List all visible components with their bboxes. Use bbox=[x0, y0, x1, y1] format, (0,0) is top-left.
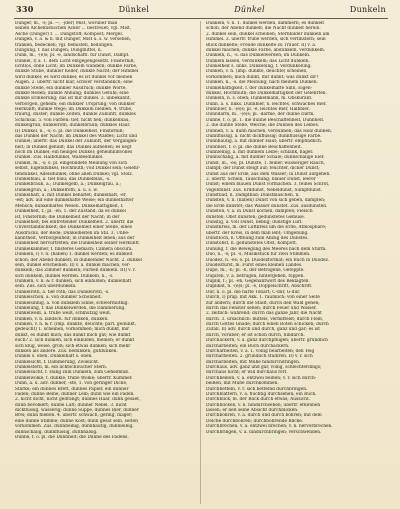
right-column-line: Dunstkreis, m. der Luftkreis um die Erde, Atmosphäre; bbox=[206, 225, 327, 231]
left-column-line: dickflüssig, wässerig; dünne Suppe, dünnes Bier, dünner bbox=[15, 408, 139, 413]
right-column-line: Dünnschalig, a. mit dünner Schale; dünnschalige Eier. bbox=[206, 155, 325, 161]
left-column-line: Dunk, m., -(e)s; pl. -e, landschaftl. für Dunst, Dampf. bbox=[15, 53, 130, 59]
right-column-line: Dur, n. o. pl. die harte Tonart; C-dur, G-dur. bbox=[206, 289, 301, 295]
left-column-line: Dunkelsucht, f. Hang zum Dunkeln, zum Geheimniß. bbox=[15, 370, 130, 376]
right-column-line: Dupiren, v. a. betrügen, hintergehen, foppen. bbox=[206, 273, 305, 279]
right-column-line: durch. 3. ursächlich: mittels, vermittelst; durch Fleiß, bbox=[206, 316, 324, 322]
left-column-line: Dunkelheit hervortreten; die Dunkelheit seiner Herkunft. bbox=[15, 241, 141, 247]
right-column-line: Dünung, f. die Bewegung des Meeres nach dem Sturm. bbox=[206, 246, 327, 252]
left-column-line: Dunkelung, f. das Dunkelwerden, die Dämmerung. bbox=[15, 305, 126, 311]
right-column-line: Dunkelheit s. links. Dunkelung, f. Verdunkelung. bbox=[206, 64, 312, 69]
left-column-line: selbst, Eigendünkel, Hochmuth; voll Dünkel sein; Gelehr- bbox=[15, 166, 141, 172]
left-column-line: dünn bevölkert; dünne Luft; dünner Nebel. 3. nicht bbox=[15, 402, 127, 408]
left-column-line: dunkle Reden; dunkle Ahnung; dunkles Gefühl; eine bbox=[15, 90, 129, 96]
left-column-line: traurig, düster; dunkle Zeiten, dunkle Zukunft, dunkles bbox=[15, 112, 136, 118]
left-column-line: Dunkelschön, a. von dunkler Schönheit. bbox=[15, 295, 102, 301]
right-column-line: Durch, I) präp. mit Akk. 1. räumlich: von einer Seite bbox=[206, 295, 320, 301]
left-column-line: Stärke; ein dünnes Brett, dünnes Papier, ein dünner bbox=[15, 386, 129, 392]
right-column-line: Durchblick, m. der Blick durch etwas; Aussicht. bbox=[206, 397, 311, 403]
right-column-line: Dünnflüssig, a. nicht dickflüssig; dünnflüssige Farbe. bbox=[206, 133, 322, 139]
header-rule bbox=[14, 18, 388, 19]
left-column-line: heit; in Dunkel gehüllt; das Dunkel aufhellen; es liegt bbox=[15, 144, 132, 150]
right-column-line: durch das Fenster sehen; durch Feuer und Wasser. bbox=[206, 305, 317, 311]
left-column-line: Dunkel, I) a. 1. dem Licht entgegengesetzt, Finsterniß, bbox=[15, 58, 135, 64]
right-column-line: Dunsten, v. n. (haben) Dunst von sich geben, dampfen; bbox=[206, 198, 326, 204]
right-column-line: Durcharbeiten, v. a. 1. völlig bearbeiten; den Teig bbox=[206, 348, 315, 354]
left-column-line: dunkle Erinnerung; das ist mir dunkel. 3. unbekannt, bbox=[15, 96, 132, 102]
left-column-line: kanntheit, Verborgenheit; in Dunkelheit leben; aus der bbox=[15, 236, 135, 241]
right-column-line: Dünken, v. n. (imp. dünkte, deuchte) scheinen, bbox=[206, 69, 308, 75]
right-column-line: Dunst; einem blauen Dunst vormachen. 3. feines Schrot, bbox=[206, 182, 330, 188]
right-column-line: Dünkelhaftigkeit, f. der dünkelhafte Sinn, Eigen- bbox=[206, 85, 313, 91]
right-column-line: Durchbrechen, v. a. entzwei brechen; v. n. hervorbrechen. bbox=[206, 424, 333, 430]
left-column-line: Schicksal. 5. von Farben: tief, nicht hell; dunkelblau, bbox=[15, 117, 130, 123]
left-column-line: Mensch; dünkelhaftes Wesen. Dünkelhaftigkeit, f. bbox=[15, 203, 124, 209]
right-column-line: Dünne, f. o. pl. 1. die dünne Beschaffenheit, Dünnheit. bbox=[206, 117, 325, 123]
right-column-line: Dunstloch, n. Öffnung zum Abzug des Dunstes. bbox=[206, 236, 309, 241]
right-column-line: Zufall. II) adv. durch und durch, ganz und gar; es ist bbox=[206, 327, 320, 333]
page-number: 330 bbox=[16, 4, 34, 14]
left-column-line: sein, dunkel erscheinen. II) v. a. dunkel machen, ver- bbox=[15, 262, 131, 268]
right-column-line: Dünnleibig, a. mit dünnem Leibe; schlank, hager. bbox=[206, 150, 314, 155]
left-column-line: Dunkel. Zus. Halbdunkel, Waldesdunkel. bbox=[15, 155, 104, 161]
right-column-line: Dupe, m., -n; pl. -n, der Betrogene, Gefoppte. bbox=[206, 268, 305, 274]
right-column-line: Dünnheit, f. o. pl. die dünne Beschaffenheit. bbox=[206, 144, 302, 150]
right-column-line: die Erde dunstet; das Wasser dunstet. Zus. ausdunsten. bbox=[206, 203, 328, 209]
right-column-line: 2. zeitlich: während; durch das ganze Jahr, die Nacht bbox=[206, 311, 322, 317]
right-column-line: 2. übertr. Schein, Täuschung; blauer Dunst, leerer bbox=[206, 176, 316, 182]
right-column-line: Duo, n., -s; pl. -s, Musikstück für zwei Stimmen. bbox=[206, 252, 311, 258]
left-column-line: gedeucht) 1. scheinen, vorkommen; mich dünkt, mir bbox=[15, 327, 130, 333]
column-divider bbox=[200, 21, 201, 504]
right-column-line: durcharbeiten; ein Buch durchackern. bbox=[206, 343, 290, 349]
right-column-line: durch Gottes Gnade; durch einen Boten schicken; durch bbox=[206, 322, 329, 327]
right-column-line: Durchbringen, v. a. hindurchbringen; verschwenden. bbox=[206, 429, 322, 435]
left-column-line: Asche (Dünger) f. ... Dungstoff; Kompost; Mergel. bbox=[15, 31, 124, 37]
left-column-line: Dunkelheit; bei eintretender Dunkelheit. 2. übertr. die bbox=[15, 219, 134, 225]
right-column-line: Dünnen, v. a. dünn machen, verdünnen; das Holz dünnen. bbox=[206, 128, 333, 134]
left-column-line: wird dunkel; es wird dunkel; es ist dunkel vor meinen bbox=[15, 74, 133, 80]
left-column-line: Ausdrucks, der Rede; Dunkelheiten im Stil. 3. Unbe- bbox=[15, 230, 130, 236]
right-column-line: Vogeldunst. Zus. Erddunst, Nebeldunst, Sumpfdunst. bbox=[206, 187, 323, 193]
left-column-line: Dunkelsicht, f. Dämmerung, Zwielicht. bbox=[15, 359, 100, 365]
right-column-line: zur andern; durch die Stadt, durch den Wald gehen; bbox=[206, 300, 320, 306]
right-column-line: Duodezfürst, m. Fürst eines kleinen Landes. bbox=[206, 262, 303, 268]
right-column-line: Dunkeln lassen, verdunkeln; das Licht dunkeln. bbox=[206, 58, 310, 64]
right-column-line: Duplik, f.; pl. -en, Gegenantwort des Beklagten. bbox=[206, 279, 310, 284]
left-column-line: -est; adv. auf eine dünkelhafte Weise; ein dünkelhafter bbox=[15, 198, 134, 204]
center-headword: Dünkel bbox=[234, 5, 265, 14]
left-column-line: dünnschalig, dünnflüssig, dünnhalsig. bbox=[15, 429, 98, 435]
left-column-line: Dünne, f. o. pl. die Dünnheit; die Dünne des Fadens. bbox=[15, 434, 129, 440]
right-column-line: Dunstig, a. voll Dunst, neblig; dunstige Luft. bbox=[206, 219, 303, 225]
left-column-line: Dunkelbraun, a.; Dunkelgelb, a.; Dunkelgrau, a.; bbox=[15, 182, 122, 188]
left-column-line: dünken als andere. Zus. bedünken, gutdünken. bbox=[15, 348, 118, 354]
right-column-line: Durchackern, v. a. ganz durchpflügen; übertr. gründlich bbox=[206, 338, 328, 344]
left-column-line: Dunkelweiß, a. trübe weiß, schmutzig weiß. bbox=[15, 311, 111, 317]
right-column-line: Blick dunkelte; Freude dunkelte zu Trauer. II) v. a. bbox=[206, 42, 317, 48]
left-column-line: Düngung, f. das Düngen; Düngmittel, n. bbox=[15, 47, 103, 53]
left-column-line: Augen. 2. übertr. nicht klar, schwer verständlich; eine bbox=[15, 80, 133, 86]
right-column-line: beißen, mit Mühe durchkommen. bbox=[206, 381, 279, 387]
right-column-line: Dünn, a. s. links. Dünnbier, n. leichtes, schwaches Bier. bbox=[206, 101, 327, 107]
left-column-line: Dunkelwolke, f. dunkle, trübe Wolke; übertr. Kummer. bbox=[15, 375, 133, 381]
right-column-line: Dünken, n., -s. die Meinung; nach meinem Dünken. bbox=[206, 80, 318, 86]
left-column-line: tränken, bedecken; vgl. bemisten, bedüngen. bbox=[15, 42, 114, 48]
right-column-line: Durchbetteln, v. r. sich bettelnd durchbringen. bbox=[206, 386, 308, 392]
right-column-line: lassen; er ließ seine Absicht durchblicken. bbox=[206, 408, 299, 413]
left-column-line: Dunkeln, I) v. n. (haben) 1. dunkel werden; es dunkelt bbox=[15, 252, 133, 258]
right-column-line: vorkommen; mich dünkt, mir dünkt; was dünkt dir? bbox=[206, 74, 319, 80]
right-column-line: Dunkeln, n., -s. das Dunkelwerden; im Dunkeln. bbox=[206, 53, 311, 59]
left-column-line: noch im Dunkel; ein heiliges Dunkel; geheimnißvolles bbox=[15, 150, 133, 155]
right-column-line: Himmel. 3. übertr. trübe werden, sich verfinstern; sein bbox=[206, 37, 326, 43]
left-column-line: Düngen, v. a. & n. mit Dünger, Mist u. s. w. versehen, bbox=[15, 37, 132, 43]
left-column-line: Herkunft; dunkle Wege; im Dunkeln bleiben. 4. trübe, bbox=[15, 107, 133, 112]
right-column-line: Durchblicken, v. n. hindurchsehen; übertr. erkennen bbox=[206, 402, 321, 408]
right-column-line: Duodez, n. -es; o. pl. Duodezformat; ein Buch in Duodez. bbox=[206, 257, 330, 263]
left-column-line: Faden; dünne Beine, dünner Leib; dünn wie ein Faden. bbox=[15, 391, 135, 397]
right-column-line: Dunkeln, n. s. oben; Dunkelmann, m. Obskurant. bbox=[206, 96, 313, 102]
right-column-line: Dunstbad, n. Dampfbad; Dunstbläschen, n. bbox=[206, 193, 300, 198]
right-column-line: Dunstobst, n. gedünstetes Obst, Kompott. bbox=[206, 241, 298, 247]
left-column-line: dunkle Stelle, ein dunkler Ausdruck; dunkle Worte, bbox=[15, 85, 127, 91]
left-column-line: Dünkel, m., -s; o. pl. eingebildete Meinung von sich bbox=[15, 160, 128, 166]
left-column-line: Dunken, v. n. landsch. für dunken, dünken. bbox=[15, 316, 109, 322]
left-column-line: seinen Alchemistischen Acker ... bestreuet; vgl. Mist, bbox=[15, 26, 132, 32]
running-header bbox=[16, 4, 386, 18]
left-column-line: II) Dunkel, n., -s; o. pl. die Dunkelheit, Finsterniß; bbox=[15, 128, 124, 134]
left-column-line: verborgen, geheim; ein dunkler Ursprung; von dunkler bbox=[15, 101, 136, 107]
left-column-line: Dunkel; übertr. das Dunkel der Zukunft, der Vergangen- bbox=[15, 139, 138, 145]
left-column-line: dunkelgrün, dunkelroth, dunkelbraun; dunkles Haar. bbox=[15, 123, 131, 129]
right-column-line: Dolche durchbohren; durchbohrende Blicke. bbox=[206, 418, 304, 424]
left-column-line: Dünkeln, v. n. & r. dünken, sich einbilden; dünkelhaft bbox=[15, 279, 132, 284]
left-column-line: Dunkelkammer, f. finsteres Gemach; Camera obscura. bbox=[15, 246, 133, 252]
left-column-line: ist, Finsterniß; die Dunkelheit der Nacht; in der bbox=[15, 214, 120, 220]
right-column bbox=[206, 21, 387, 504]
right-column-line: Dampf; der Dunst steigt auf; feuchter, dicker Dunst; bbox=[206, 166, 320, 172]
right-column-line: Duplikat, n. -(e)s; pl. -e, Doppelschrift, Abschrift. bbox=[206, 284, 313, 290]
right-column-line: durcharbeiten, mit Mühe hindurchdringen. bbox=[206, 359, 301, 365]
left-column-line: 2. nicht dicht, nicht gedrängt; dünnes Haar, dünn gesäet, bbox=[15, 397, 141, 403]
right-column-line: Dünndarm, m., -(e)s; pl. -därme, der dünne Darm. bbox=[206, 112, 315, 118]
right-column-line: dünsten, Obst dünsten; gedünstetes Gemüse. bbox=[206, 214, 305, 220]
right-column-line: Dunst, m., -es; pl. Dünste, 1. feiner, wässeriger Rauch, bbox=[206, 160, 326, 166]
left-column-line: Dunkelgrün, a.; Dunkelroth, a. u. s. w. bbox=[15, 187, 98, 193]
left-column-line: Dunkelroth, a. tief roth; das Dunkelroth, -s. bbox=[15, 289, 110, 295]
left-column-line: Dünn, a. u. adv. dünner, -ste, 1. von geringer Dicke, bbox=[15, 381, 128, 387]
left-column-line: Dunkelblau, a. tief blau; das Dunkelblau, -s. bbox=[15, 176, 111, 182]
left-column bbox=[15, 21, 196, 504]
right-column-line: durch, vorüber; er ist schon durch, hindurch. bbox=[206, 332, 305, 338]
right-column-line: Durchaus, adv. ganz und gar, völlig, schlechterdings; bbox=[206, 365, 322, 370]
left-column-line: dunkle Stube, dunkler Keller, dunkle Nacht; der Himmel bbox=[15, 69, 139, 75]
left-column-line: dunkeln; das Zimmer dunkeln; Farben dunkeln. III) v. r. bbox=[15, 268, 136, 274]
right-column-line: dünkel, Hochmuth; die Dünkelhaftigkeit der Gelehrten. bbox=[206, 90, 327, 96]
left-headword: Dünkel bbox=[118, 5, 150, 14]
left-column-line: eine dünne Stimme; dünne Kost; dünn gesät sein, selten bbox=[15, 418, 138, 424]
right-column-line: Durchblättern, v. a. flüchtig durchsehen; ein Buch. bbox=[206, 391, 317, 397]
right-column-line: 2. dunkel sein, dunkel scheinen; Sternbilder dunkeln am bbox=[206, 31, 330, 37]
left-column-line: Dünger, m., -s; pl. —, -(der) Mist, worüber man bbox=[15, 21, 118, 26]
left-column-line: sich klug, weise, groß; sich etwas dünken; sich mehr bbox=[15, 343, 131, 349]
right-headword: Dunkeln bbox=[349, 5, 386, 14]
right-column-line: Durchbohren, v. a. durch und durch bohren; mit dem bbox=[206, 413, 322, 419]
left-column-line: tendünkel, Adelsdünkel; ohne allen Dünkel; vgl. Stolz. bbox=[15, 171, 134, 177]
left-column-line: vorkommen. Zus. dünnbeinig, dünnhäutig, dünnleibig, bbox=[15, 424, 134, 430]
right-column-line: Dunkeln, v. n. 1. dunkel werden, dämmern; es dunkelt bbox=[206, 21, 325, 26]
left-column-line: dünkt, es dünkt mich; das dünkt mich gut; wie dünkt bbox=[15, 332, 131, 338]
right-column-line: Dünnbier, n. -(e)s; pl. -e, leichtes Bier, Halbbier. bbox=[206, 107, 310, 112]
left-column-line: Dünkel s. oben. Dunkelhaft s. oben. bbox=[15, 354, 93, 360]
left-column-line: Dunkelhaft, a. mit Dünkel behaftet; dünkelhaft, -er, bbox=[15, 193, 127, 198]
right-column-line: 2. die dünne Stelle, Weiche; die Dünnen des Leibes. bbox=[206, 123, 320, 129]
right-column-line: schon, der Abend dunkelt; die Nacht dunkelt herein. bbox=[206, 26, 321, 32]
right-column-line: Durchbeißen, v. a. entzwei beißen; v. r. sich durch- bbox=[206, 375, 317, 381]
right-column-line: durchaus nicht; er will durchaus fort. bbox=[206, 370, 288, 376]
left-column-line: Unverständlichkeit; die Dunkelheit einer Stelle, eines bbox=[15, 225, 133, 231]
left-column-line: Dunkelheit, f.; pl. -en, 1. der Zustand, da es dunkel bbox=[15, 209, 126, 215]
left-column-line: Dunkelsinnig, a. von dunklem Sinne, schwermüthig. bbox=[15, 300, 129, 306]
left-column-line: sich dunkeln, dunkel werden. Dunkeln, n., -s. bbox=[15, 273, 114, 279]
left-column-line: lichtlos, ohne Licht; im Dunkeln wandeln; dunkle Farbe, bbox=[15, 64, 138, 69]
right-column-line: Dunst aus der Erde, aus dem Wasser; in Dunst aufgehen. bbox=[206, 171, 331, 177]
left-column-line: Dunkelstern, m. ein lichtschwacher Stern. bbox=[15, 365, 108, 370]
left-column-line: das Dunkel der Nacht; im Dunkel des Waldes; Licht und bbox=[15, 133, 138, 139]
left-column-line: Brei; dünn fließen. 4. übertr. schwach, gering, mager; bbox=[15, 413, 133, 419]
right-column-line: übertr. der Kreis, in dem man lebt; Umgebung. bbox=[206, 230, 309, 236]
right-column-line: Dünsten, v. a. in Dunst kochen, dämpfen; Fleisch bbox=[206, 209, 313, 215]
right-column-line: dunkel machen; dunkle Farbe, abdunkeln, verdunkeln. bbox=[206, 47, 326, 53]
right-column-line: Dünnhäutig, a. mit dünner Haut; übertr. empfindlich. bbox=[206, 139, 323, 145]
left-column-line: euch? 2. sich dünken, sich einbilden, meinen; er dünkt bbox=[15, 338, 135, 344]
left-column-line: sein. Zus. sich überdünkeln. bbox=[15, 284, 77, 290]
left-column-line: schon; der Abend dunkelt; in dunkelnder Nacht. 2. dunkel bbox=[15, 257, 142, 263]
left-column-line: Dünken, v. n. & r. (imp. dünkte, deuchte; part. gedünkt, bbox=[15, 322, 137, 327]
right-column-line: durcharbeiten. 2. gründlich studiren. II) v. r. sich bbox=[206, 354, 313, 360]
